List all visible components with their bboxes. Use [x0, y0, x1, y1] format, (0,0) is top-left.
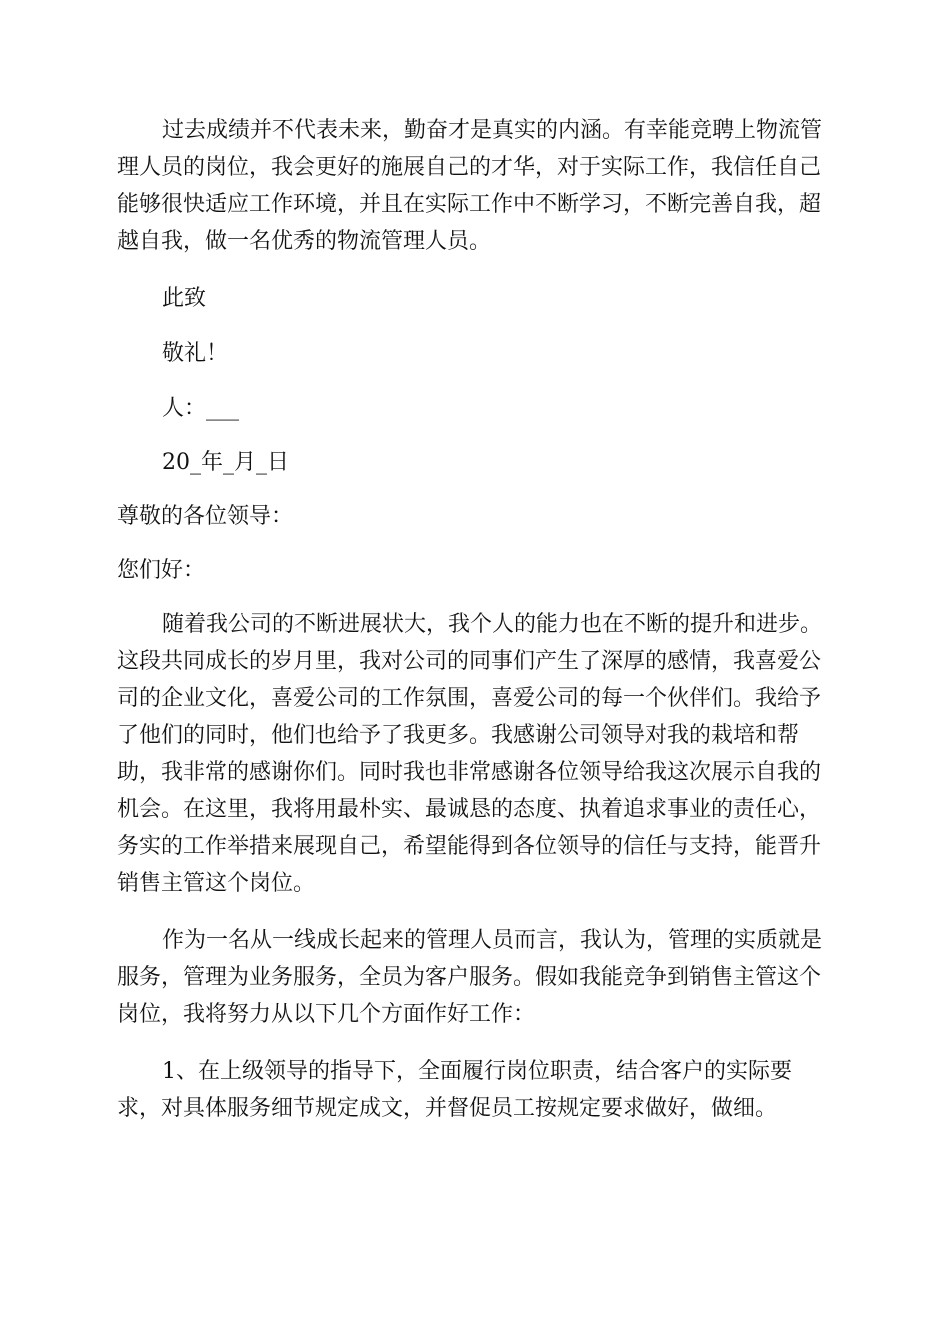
text-line: 机会。在这里，我将用最朴实、最诚恳的态度、执着追求事业的责任心， — [117, 797, 822, 822]
text-line: 销售主管这个岗位。 — [117, 871, 316, 896]
text-line: 越自我，做一名优秀的物流管理人员。 — [117, 229, 492, 254]
text-line: 1、在上级领导的指导下，全面履行岗位职责，结合客户的实际要 — [162, 1059, 792, 1084]
text-line: 助，我非常的感谢你们。同时我也非常感谢各位领导给我这次展示自我的 — [117, 760, 822, 785]
text-line: 理人员的岗位，我会更好的施展自己的才华，对于实际工作，我信任自己 — [117, 155, 822, 180]
text-line: 岗位，我将努力从以下几个方面作好工作： — [117, 1002, 536, 1027]
text-line: 务实的工作举措来展现自己，希望能得到各位领导的信任与支持，能晋升 — [117, 834, 822, 859]
text-line: 司的企业文化，喜爱公司的工作氛围，喜爱公司的每一个伙伴们。我给予 — [117, 686, 822, 711]
date-line: 20_年_月_日 — [162, 450, 289, 475]
text-line: 求，对具体服务细节规定成文，并督促员工按规定要求做好，做细。 — [117, 1096, 778, 1121]
text-line: 随着我公司的不断进展状大，我个人的能力也在不断的提升和进步。 — [162, 612, 823, 637]
closing-line: 此致 — [162, 286, 207, 311]
text-line: 这段共同成长的岁月里，我对公司的同事们产生了深厚的感情，我喜爱公 — [117, 649, 822, 674]
greeting: 您们好： — [117, 558, 206, 583]
text-line: 作为一名从一线成长起来的管理人员而言，我认为，管理的实质就是 — [162, 928, 823, 953]
salutation: 尊敬的各位领导： — [117, 504, 294, 529]
text-line: 服务，管理为业务服务，全员为客户服务。假如我能竞争到销售主管这个 — [117, 965, 822, 990]
text-line: 了他们的同时，他们也给予了我更多。我感谢公司领导对我的栽培和帮 — [117, 723, 800, 748]
closing-regards: 敬礼！ — [162, 341, 229, 366]
text-line: 过去成绩并不代表未来，勤奋才是真实的内涵。有幸能竞聘上物流管 — [162, 118, 823, 143]
signature-line: 人：___ — [162, 396, 240, 421]
text-line: 能够很快适应工作环境，并且在实际工作中不断学习，不断完善自我，超 — [117, 192, 822, 217]
